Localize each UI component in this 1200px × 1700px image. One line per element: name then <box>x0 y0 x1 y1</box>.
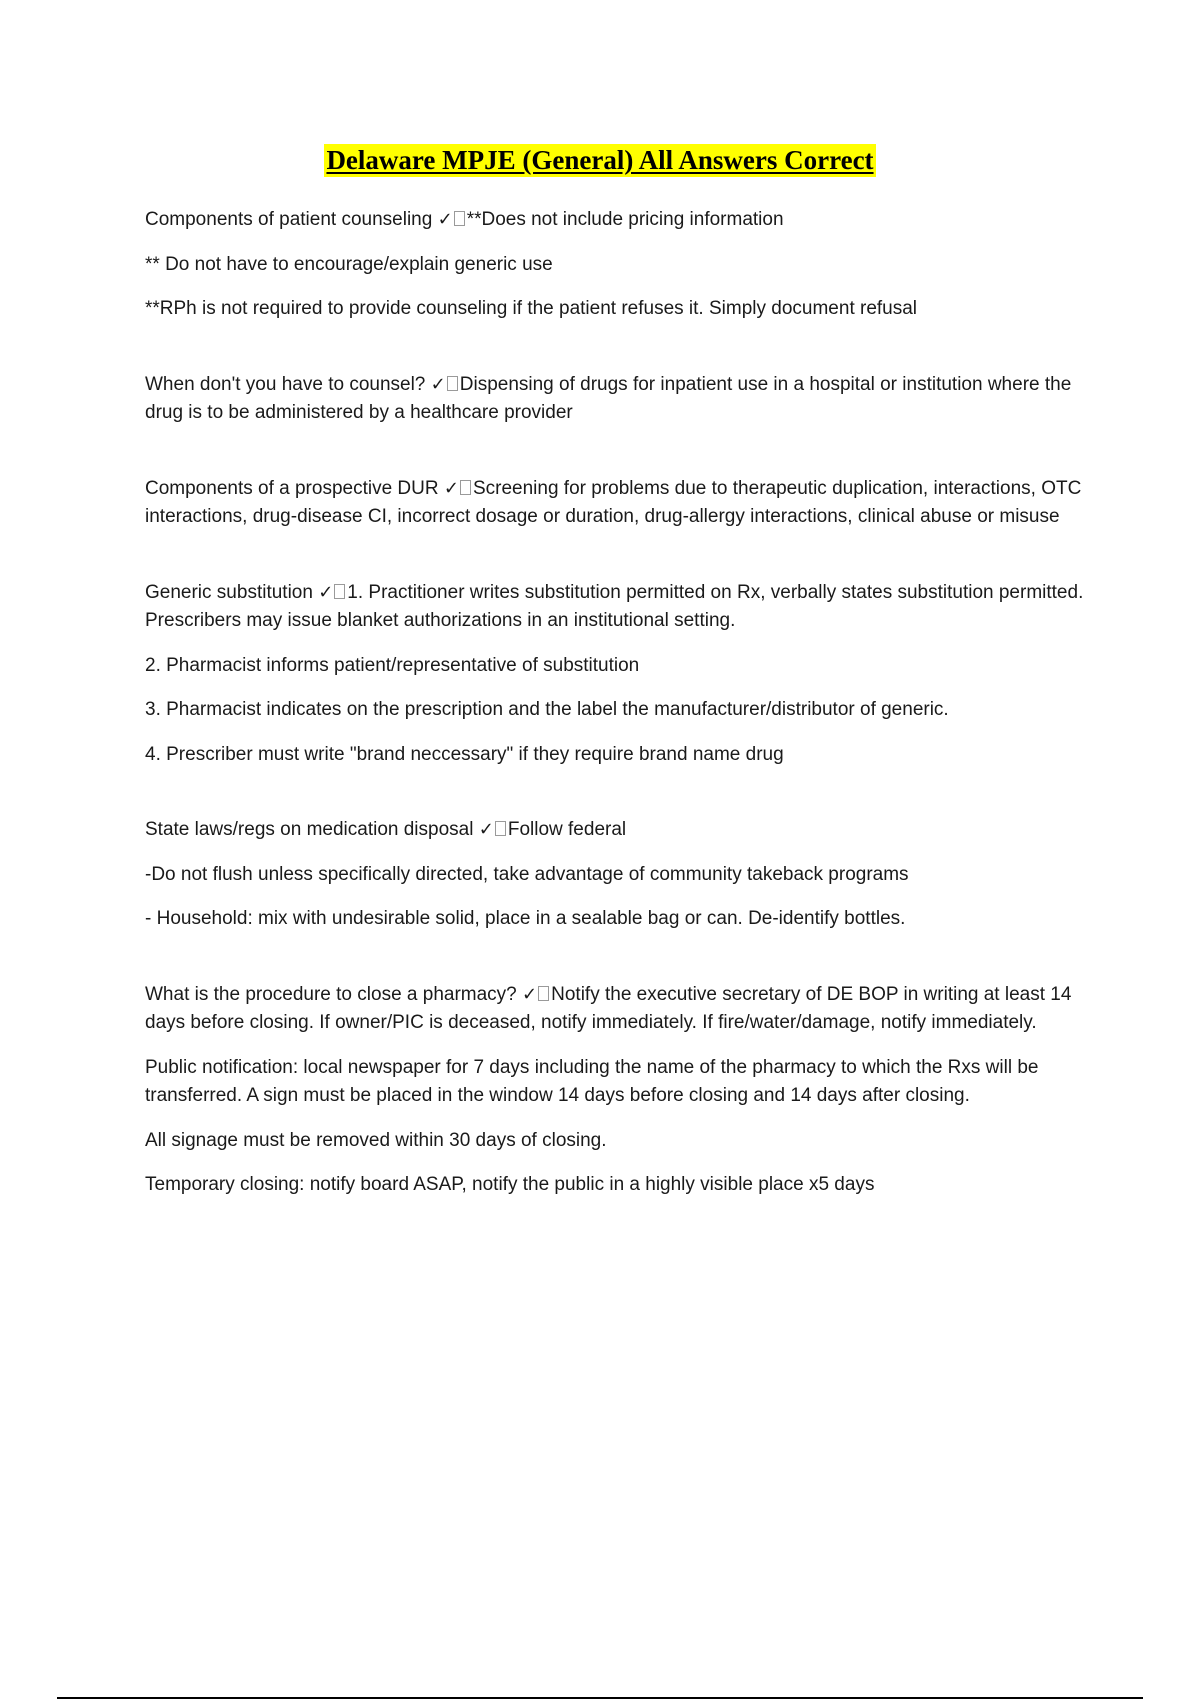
empty-box-icon <box>538 986 549 1001</box>
qa-item <box>145 371 1090 428</box>
footer-divider <box>57 1697 1143 1699</box>
question-text: Components of a prospective DUR <box>145 477 439 499</box>
qa-question-line <box>145 371 1090 428</box>
answer-continuation: -Do not flush unless specifically directed, take advantage of community takeback programs <box>145 863 909 885</box>
qa-item <box>145 579 1090 770</box>
answer-text: Dispensing of drugs for inpatient use in a hospital or institution where the drug is to be administered by a healthcare provider <box>145 373 1072 423</box>
qa-item <box>145 206 1090 324</box>
empty-box-icon <box>334 584 345 599</box>
answer-continuation: All signage must be removed within 30 days of closing. <box>145 1129 607 1151</box>
answer-continuation: Temporary closing: notify board ASAP, notify the public in a highly visible place x5 days <box>145 1174 875 1195</box>
answer-continuation: 2. Pharmacist informs patient/representative of substitution <box>145 654 640 676</box>
answer-continuation: ** Do not have to encourage/explain generic use <box>145 253 553 275</box>
answer-text: Notify the executive secretary of DE BOP in writing at least 14 days before closing. If owner/PIC is deceased, notify immediately. If fire/water/damage, notify immediately. <box>145 983 1072 1033</box>
empty-box-icon <box>495 821 506 836</box>
question-text: Generic substitution <box>145 581 313 603</box>
check-mark-icon: ✓ <box>430 373 446 395</box>
check-mark-icon: ✓ <box>437 209 453 230</box>
question-text: State laws/regs on medication disposal <box>145 819 474 840</box>
answer-text: 1. Practitioner writes substitution permitted on Rx, verbally states substitution permitted. Prescribers may issue blanket authorizations in an institutional setting. <box>145 581 1084 631</box>
empty-box-icon <box>460 480 471 495</box>
qa-question-line <box>145 981 1090 1038</box>
check-mark-icon: ✓ <box>478 819 494 840</box>
qa-question-line <box>145 579 1090 636</box>
qa-item <box>145 816 1090 934</box>
check-mark-icon: ✓ <box>443 477 459 499</box>
qa-list <box>145 206 1090 1200</box>
answer-continuation: - Household: mix with undesirable solid, place in a sealable bag or can. De-identify bottles. <box>145 908 906 929</box>
question-text: What is the procedure to close a pharmacy? <box>145 983 517 1005</box>
qa-question-line <box>145 816 1090 845</box>
answer-continuation: 3. Pharmacist indicates on the prescription and the label the manufacturer/distributor of generic. <box>145 699 949 720</box>
empty-box-icon <box>447 376 458 391</box>
check-mark-icon: ✓ <box>318 581 334 603</box>
check-mark-icon: ✓ <box>522 983 538 1005</box>
answer-continuation: 4. Prescriber must write "brand neccessary" if they require brand name drug <box>145 743 784 765</box>
answer-text: Follow federal <box>507 819 627 840</box>
answer-text: Screening for problems due to therapeutic duplication, interactions, OTC interactions, drug-disease CI, incorrect dosage or duration, drug-allergy interactions, clinical abuse or misuse <box>145 477 1082 527</box>
question-text: When don't you have to counsel? <box>145 373 426 395</box>
answer-continuation: Public notification: local newspaper for 7 days including the name of the pharmacy to which the Rxs will be transferred. A sign must be placed in the window 14 days before closing and 14 days after closing. <box>145 1056 1039 1106</box>
question-text: Components of patient counseling <box>145 209 433 230</box>
answer-text: **Does not include pricing information <box>466 209 784 230</box>
title-container <box>0 144 1200 177</box>
qa-item <box>145 475 1090 532</box>
empty-box-icon <box>454 211 465 226</box>
answer-continuation: **RPh is not required to provide counseling if the patient refuses it. Simply document refusal <box>145 298 918 319</box>
qa-question-line <box>145 475 1090 532</box>
qa-item <box>145 981 1090 1200</box>
document-title: Delaware MPJE (General) All Answers Correct <box>326 145 874 175</box>
qa-question-line <box>145 206 1090 235</box>
